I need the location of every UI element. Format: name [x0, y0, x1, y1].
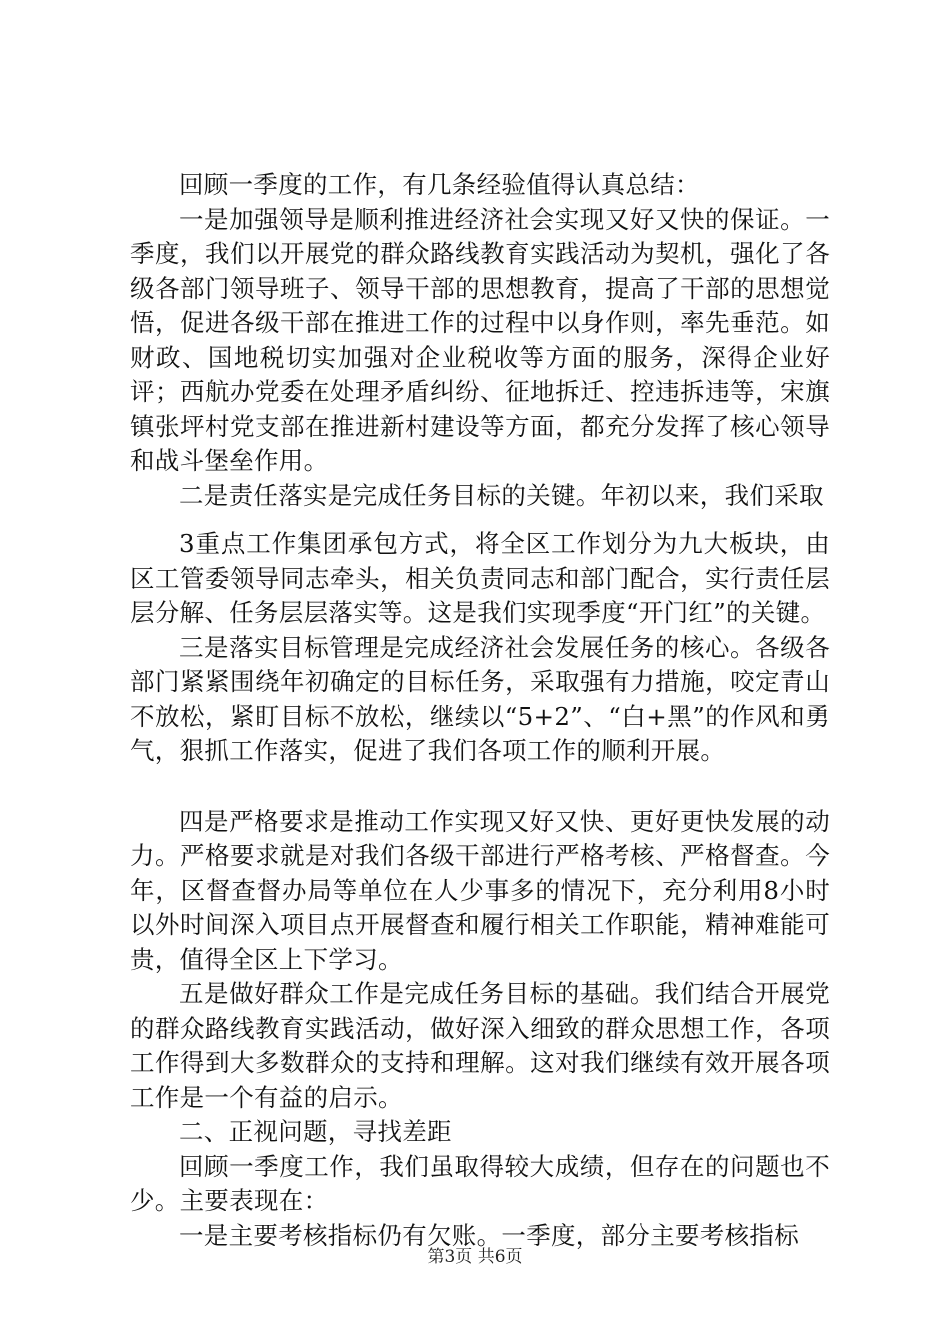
paragraph-problems-intro: 回顾一季度工作，我们虽取得较大成绩，但存在的问题也不少。主要表现在： — [130, 1151, 830, 1215]
paragraph-point-three: 三是落实目标管理是完成经济社会发展任务的核心。各级各部门紧紧围绕年初确定的目标任务，采取强有力措施，咬定青山不放松，紧盯目标不放松，继续以“5+2”、“白+黑”的作风和勇气，狠抓工作落实，促进了我们各项工作的顺利开展。 — [130, 632, 830, 765]
page-number-footer: 第3页 共6页 — [427, 1247, 523, 1267]
paragraph-point-five: 五是做好群众工作是完成任务目标的基础。我们结合开展党的群众路线教育实践活动，做好深入细致的群众思想工作，各项工作得到大多数群众的支持和理解。这对我们继续有效开展各项工作是一个有益的启示。 — [130, 979, 830, 1112]
section-heading-problems: 二、正视问题，寻找差距 — [179, 1117, 452, 1146]
paragraph-point-two-continued: 3重点工作集团承包方式，将全区工作划分为九大板块，由区工管委领导同志牵头，相关负责同志和部门配合，实行责任层层分解、任务层层落实等。这是我们实现季度“开门红”的关键。 — [130, 529, 830, 627]
paragraph-summary-intro: 回顾一季度的工作，有几条经验值得认真总结： — [179, 170, 700, 199]
paragraph-problem-one: 一是主要考核指标仍有欠账。一季度，部分主要考核指标 — [179, 1220, 799, 1250]
document-body — [130, 168, 830, 1253]
paragraph-point-one: 一是加强领导是顺利推进经济社会实现又好又快的保证。一季度，我们以开展党的群众路线教育实践活动为契机，强化了各级各部门领导班子、领导干部的思想教育，提高了干部的思想觉悟，促进各级干部在推进工作的过程中以身作则，率先垂范。如财政、国地税切实加强对企业税收等方面的服务，深得企业好评；西航办党委在处理矛盾纠纷、征地拆迁、控违拆违等，宋旗镇张坪村党支部在推进新村建设等方面，都充分发挥了核心领导和战斗堡垒作用。 — [130, 204, 830, 475]
paragraph-point-four: 四是严格要求是推动工作实现又好又快、更好更快发展的动力。严格要求就是对我们各级干部进行严格考核、严格督查。今年，区督查督办局等单位在人少事多的情况下，充分利用8小时以外时间深入项目点开展督查和履行相关工作职能，精神难能可贵，值得全区上下学习。 — [130, 806, 831, 974]
paragraph-point-two: 二是责任落实是完成任务目标的关键。年初以来，我们采取 — [179, 480, 824, 510]
